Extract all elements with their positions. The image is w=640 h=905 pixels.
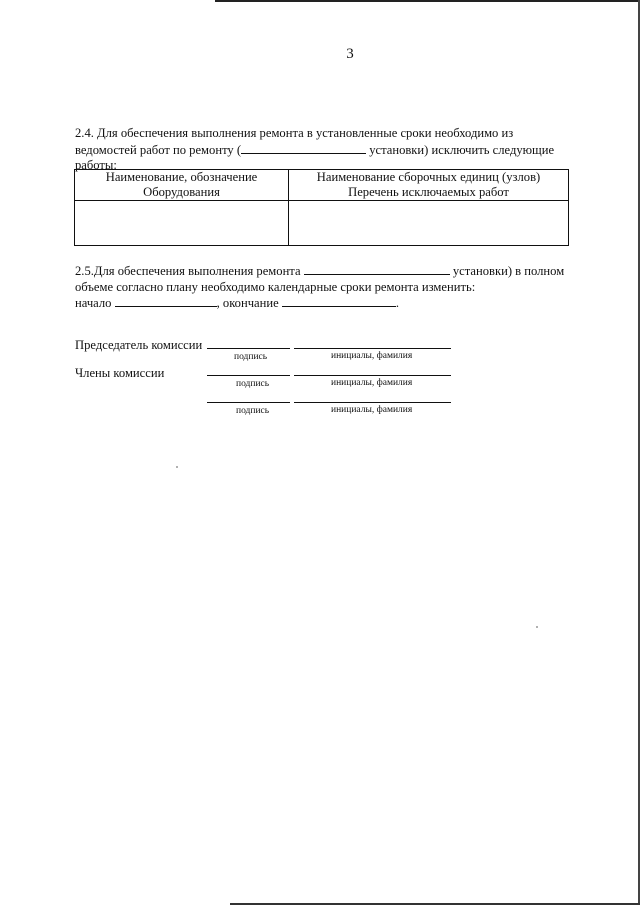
section-2-5-line1: [75, 263, 564, 280]
header-assembly-units: [289, 170, 569, 201]
section-2-5-line2: объеме согласно плану необходимо календарные сроки ремонта изменить:: [75, 279, 476, 294]
section-2-4-line2-end: установки) исключить следующие: [366, 142, 555, 157]
start-label: начало: [75, 296, 115, 310]
header-equipment-line2: Оборудования: [143, 185, 220, 199]
member2-name-line: [294, 402, 451, 403]
member2-signature-line: [207, 402, 290, 403]
chairman-signature-line: [207, 348, 290, 349]
header-assembly-line1: Наименование сборочных единиц (узлов): [316, 170, 541, 184]
section-2-4: [75, 126, 554, 174]
header-assembly-line2: Перечень исключаемых работ: [348, 185, 509, 199]
chairman-name-line: [294, 348, 451, 349]
scan-speck: [176, 466, 178, 468]
header-equipment-line1: Наименование, обозначение: [105, 170, 258, 184]
table-row: [75, 201, 569, 246]
header-equipment: [75, 170, 289, 201]
cell-equipment: [75, 201, 289, 246]
unit-blank-2: [304, 263, 450, 275]
members-label: Члены комиссии: [75, 366, 165, 380]
member1-name-caption: инициалы, фамилия: [331, 378, 413, 388]
member2-name-caption: инициалы, фамилия: [331, 405, 413, 415]
unit-blank: [241, 142, 366, 154]
member1-signature-caption: подпись: [236, 379, 270, 389]
section-2-5-line3: [75, 295, 564, 312]
table-header-row: [75, 170, 569, 201]
start-date-blank: [115, 295, 217, 307]
member2-signature-caption: подпись: [236, 406, 270, 416]
section-2-5-line1-end: установки) в полном: [449, 264, 565, 278]
section-2-4-line1: 2.4. Для обеспечения выполнения ремонта в установленные сроки необходимо из: [75, 126, 514, 140]
end-date-blank: [282, 295, 396, 307]
chairman-name-caption: инициалы, фамилия: [331, 351, 413, 361]
chairman-signature-caption: подпись: [234, 352, 268, 362]
chairman-label: Председатель комиссии: [75, 338, 203, 352]
section-2-4-line2-start: ведомостей работ по ремонту (: [75, 142, 242, 157]
section-2-4-line2: [75, 142, 554, 159]
cell-works: [289, 201, 569, 246]
end-label: , окончание: [216, 296, 282, 310]
scan-speck: [536, 626, 538, 628]
section-2-5-line1-start: 2.5.Для обеспечения выполнения ремонта: [75, 264, 304, 278]
page-number: 3: [346, 46, 354, 62]
member1-name-line: [294, 375, 451, 376]
excluded-works-table: [74, 169, 569, 246]
member1-signature-line: [207, 375, 290, 376]
scan-edge-top: [215, 0, 640, 2]
section-2-4-line3: работы:: [75, 158, 117, 172]
section-2-5: [75, 263, 564, 312]
end-dot: .: [395, 296, 399, 310]
